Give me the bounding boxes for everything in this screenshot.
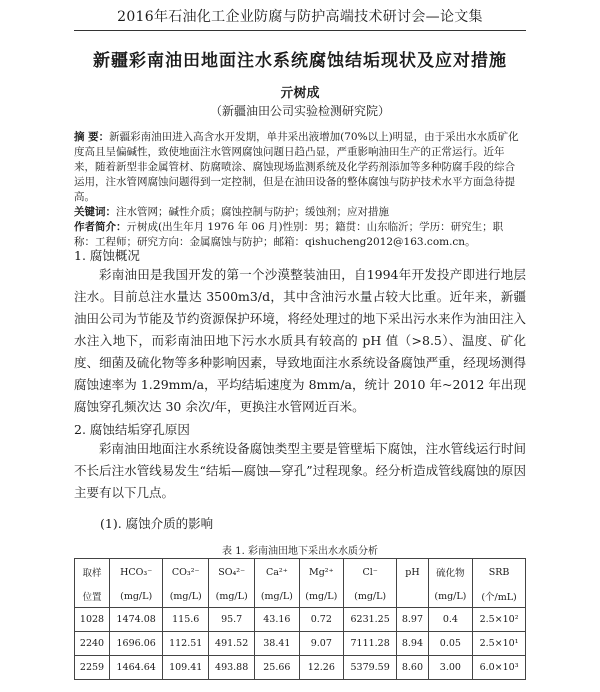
table-header-cell: pH — [397, 559, 428, 586]
section-1-body — [74, 264, 526, 418]
table-cell: 112.51 — [163, 632, 209, 656]
abstract-label: 摘 要： — [74, 131, 110, 143]
table-cell: 8.60 — [397, 656, 428, 680]
table-cell: 1464.64 — [110, 656, 163, 680]
table-cell: 109.41 — [163, 656, 209, 680]
table-unit-cell: (mg/L) — [163, 585, 209, 608]
table-header-cell: CO₃²⁻ — [163, 559, 209, 586]
table-row — [75, 656, 526, 680]
table-unit-cell: (mg/L) — [299, 585, 343, 608]
table-cell: 0.72 — [299, 608, 343, 632]
section-2-heading: 2. 腐蚀结垢穿孔原因 — [74, 422, 190, 437]
table-cell: 9.07 — [299, 632, 343, 656]
keywords — [74, 205, 522, 220]
keywords-label: 关键词： — [74, 206, 116, 218]
table-header-cell: SRB — [473, 559, 526, 586]
table-unit-cell — [397, 585, 428, 608]
table-header-cell: Ca²⁺ — [255, 559, 299, 586]
table-cell: 3.00 — [428, 656, 472, 680]
table-cell: 493.88 — [209, 656, 255, 680]
table-cell: 2.5×10¹ — [473, 632, 526, 656]
table-cell: 8.94 — [397, 632, 428, 656]
table-row — [75, 608, 526, 632]
table-unit-cell: 位置 — [75, 585, 110, 608]
table-cell: 6.0×10³ — [473, 656, 526, 680]
table-cell: 43.16 — [255, 608, 299, 632]
table-unit-row — [75, 585, 526, 608]
table-unit-cell: (mg/L) — [209, 585, 255, 608]
table-header-cell: Mg²⁺ — [299, 559, 343, 586]
abstract — [74, 130, 522, 205]
table-cell: 95.7 — [209, 608, 255, 632]
table-cell: 1696.06 — [110, 632, 163, 656]
water-quality-table — [74, 558, 526, 680]
table-cell: 7111.28 — [344, 632, 397, 656]
section-2-paragraph: 彩南油田地面注水系统设备腐蚀类型主要是管壁垢下腐蚀，注水管线运行时间不长后注水管线易发生“结垢—腐蚀—穿孔”过程现象。经分析造成管线腐蚀的原因主要有以下几点。 — [74, 441, 526, 500]
table-cell: 0.4 — [428, 608, 472, 632]
table-row — [75, 632, 526, 656]
abstract-block — [74, 130, 522, 250]
header-rule — [74, 30, 526, 31]
table-unit-cell: (mg/L) — [344, 585, 397, 608]
keywords-text: 注水管网；碱性介质；腐蚀控制与防护；缓蚀剂；应对措施 — [116, 206, 389, 218]
table-unit-cell: (mg/L) — [255, 585, 299, 608]
table-caption: 表 1. 彩南油田地下采出水水质分析 — [222, 546, 378, 557]
abstract-text: 新疆彩南油田进入高含水开发期，单井采出液增加(70%以上)明显，由于采出水水质矿化度高且呈偏碱性，致使地面注水管网腐蚀问题日趋凸显，严重影响油田生产的正常运行。近年来，随着新型非金属管材、防腐喷涂、腐蚀现场监测系统及化学药剂添加等多种防腐手段的综合运用，注水管网腐蚀问题得到一定控制，但是在油田设备的整体腐蚀与防护技术水平方面急待提高。 — [74, 131, 519, 203]
paper-title: 新疆彩南油田地面注水系统腐蚀结垢现状及应对措施 — [93, 51, 507, 71]
subsection-heading: (1). 腐蚀介质的影响 — [100, 516, 214, 531]
running-header: 2016年石油化工企业防腐与防护高端技术研讨会—论文集 — [117, 9, 483, 25]
table-header-cell: 硫化物 — [428, 559, 472, 586]
table-header-cell: 取样 — [75, 559, 110, 586]
table-unit-cell: (个/mL) — [473, 585, 526, 608]
table-cell: 25.66 — [255, 656, 299, 680]
table-cell: 2240 — [75, 632, 110, 656]
table-cell: 115.6 — [163, 608, 209, 632]
table-header-cell: HCO₃⁻ — [110, 559, 163, 586]
table-cell: 6231.25 — [344, 608, 397, 632]
table-header-cell: SO₄²⁻ — [209, 559, 255, 586]
table-cell: 38.41 — [255, 632, 299, 656]
table-unit-cell: (mg/L) — [428, 585, 472, 608]
author-bio-text: 亓树成(出生年月 1976 年 06 月)性别：男；籍贯：山东临沂；学历：研究生；职称：工程师；研究方向：金属腐蚀与防护；邮箱：qishucheng2012@163.com.cn。 — [74, 221, 504, 248]
table-cell: 0.05 — [428, 632, 472, 656]
author-affiliation: （新疆油田公司实验检测研究院） — [209, 104, 390, 118]
table-cell: 5379.59 — [344, 656, 397, 680]
table-cell: 491.52 — [209, 632, 255, 656]
table-header-row — [75, 559, 526, 586]
table-cell: 1028 — [75, 608, 110, 632]
table-header-cell: Cl⁻ — [344, 559, 397, 586]
table-cell: 8.97 — [397, 608, 428, 632]
table-cell: 2.5×10² — [473, 608, 526, 632]
section-1-heading: 1. 腐蚀概况 — [74, 248, 140, 263]
table-cell: 1474.08 — [110, 608, 163, 632]
section-1-paragraph: 彩南油田是我国开发的第一个沙漠整装油田，自1994年开发投产即进行地层注水。目前总注水量达 3500m3/d，其中含油污水量占较大比重。近年来，新疆油田公司为节能及节约资源保护环境，将经处理过的地下采出污水来作为油田注入水注入地下，而彩南油田地下污水水质具有较高的 pH 值（>8.5）、温度、矿化度、细菌及硫化物等多种影响因素，导致地面注水系统设备腐蚀严重，经现场测得腐蚀速率为 1.29mm/a，平均结垢速度为 8mm/a，统计 2010 年~2012 年出现腐蚀穿孔频次达 30 余次/年，更换注水管网近百米。 — [74, 267, 526, 414]
author-bio-label: 作者简介： — [74, 221, 127, 233]
table-cell: 2259 — [75, 656, 110, 680]
author-bio — [74, 220, 522, 250]
table-unit-cell: (mg/L) — [110, 585, 163, 608]
table-cell: 12.26 — [299, 656, 343, 680]
section-2-body — [74, 438, 526, 504]
author-name: 亓树成 — [280, 86, 320, 101]
